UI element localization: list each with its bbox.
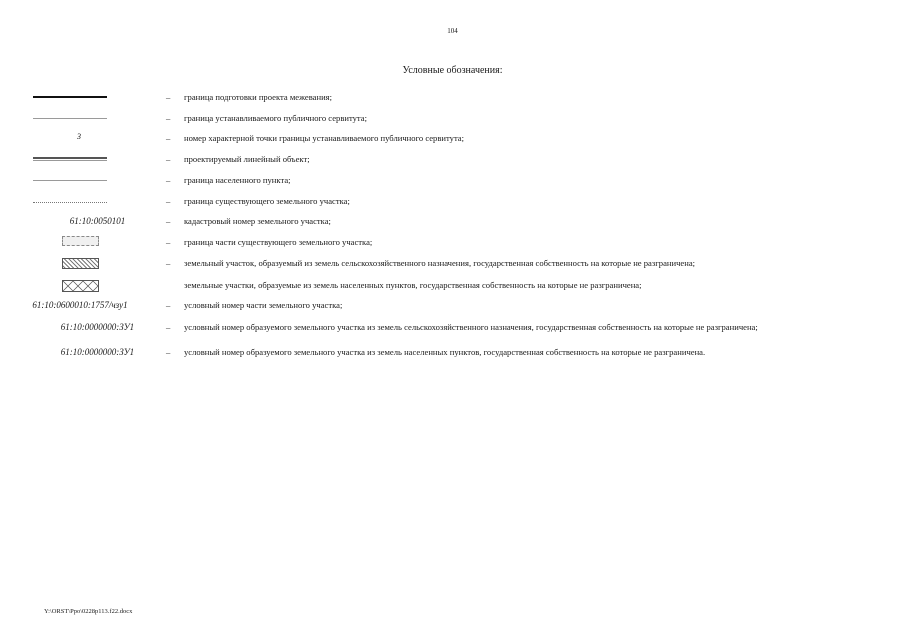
cadastral-number-symbol: 61:10:0050101 [69,216,126,226]
servitude-line-symbol [33,118,107,119]
point-number-symbol: 3 [77,132,81,141]
file-path-footer: Y:\ORST\Ppo\0228p113.f22.docx [44,608,133,615]
agricultural-plot-hatch-symbol [62,258,99,269]
page-number: 104 [447,27,458,35]
legend-description: граница подготовки проекта межевания; [184,92,333,102]
linear-object-line-symbol [33,157,107,161]
plot-part-number-symbol: 61:10:0600010:1757/чзу1 [32,300,128,310]
legend-dash: – [166,347,171,357]
boundary-thick-line-symbol [33,96,107,98]
legend-description: земельные участки, образуемые из земель населенных пунктов, государственная собственность на которые не разграничена; [184,280,642,290]
legend-title: Условные обозначения: [402,65,503,76]
legend-description: условный номер образуемого земельного участка из земель сельскохозяйственного назначения, государственная собственность на которые не разграничена; [184,322,758,332]
new-plot-number-symbol: 61:10:0000000:ЗУ1 [60,347,135,357]
legend-description: номер характерной точки границы устанавливаемого публичного сервитута; [184,133,465,143]
legend-description: граница существующего земельного участка; [184,196,350,206]
legend-description: граница населенного пункта; [184,175,291,185]
legend-description: проектируемый линейный объект; [184,154,310,164]
plot-part-boundary-symbol [62,236,99,246]
new-plot-number-symbol: 61:10:0000000:ЗУ1 [60,322,135,332]
legend-dash: – [166,92,171,102]
legend-dash: – [166,216,171,226]
legend-description: земельный участок, образуемый из земель сельскохозяйственного назначения, государственная собственность на которые не разграничена; [184,258,696,268]
legend-dash: – [166,196,171,206]
legend-description: граница части существующего земельного участка; [184,237,373,247]
settlement-boundary-line-symbol [33,180,107,181]
existing-plot-boundary-symbol [33,202,107,203]
legend-dash: – [166,175,171,185]
settlement-plot-cross-symbol [62,280,99,292]
legend-description: граница устанавливаемого публичного сервитута; [184,113,367,123]
legend-dash: – [166,258,171,268]
legend-dash: – [166,237,171,247]
legend-dash: – [166,322,171,332]
legend-description: условный номер части земельного участка; [184,300,343,310]
legend-dash: – [166,133,171,143]
legend-dash: – [166,154,171,164]
legend-dash: – [166,113,171,123]
legend-description: условный номер образуемого земельного участка из земель населенных пунктов, государственная собственность на которые не разграничена. [184,347,706,357]
legend-description: кадастровый номер земельного участка; [184,216,331,226]
legend-dash: – [166,300,171,310]
